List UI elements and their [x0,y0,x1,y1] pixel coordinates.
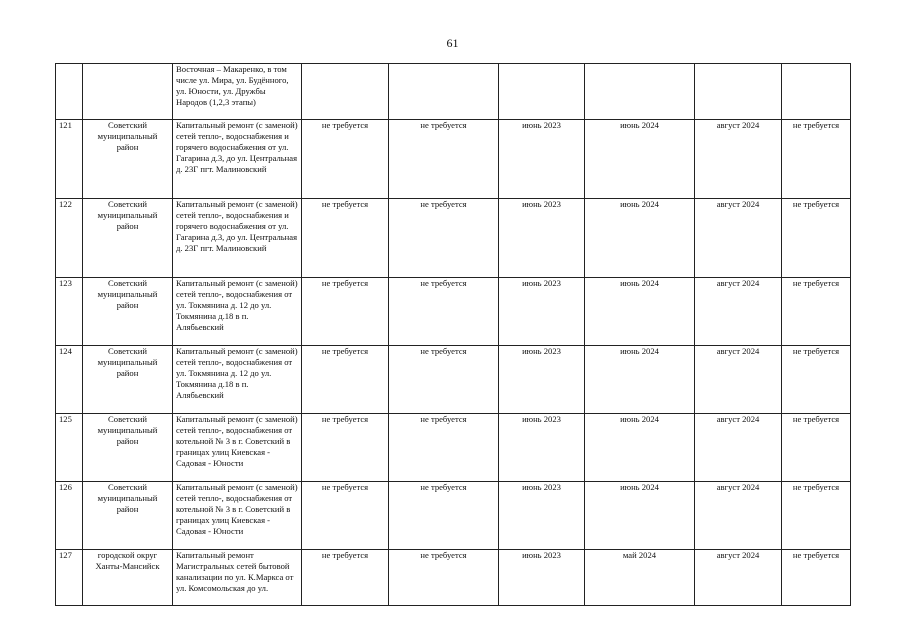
approval-cell: не требуется [302,414,389,482]
table-row [56,278,851,346]
expertise-cell: не требуется [389,414,499,482]
commissioning-cell: август 2024 [695,278,782,346]
row-number-cell: 123 [56,278,83,346]
start-date-cell: июнь 2023 [499,120,585,199]
end-date-cell: июнь 2024 [585,482,695,550]
description-cell [173,550,302,606]
approval-cell: не требуется [302,550,389,606]
end-date-cell: май 2024 [585,550,695,606]
description-text: Капитальный ремонт (с заменой) сетей тепло-, водоснабжения от котельной № 3 в г. Советский в границах улиц Киевская - Садовая - Юности [176,482,298,537]
start-date-cell: июнь 2023 [499,346,585,414]
description-text: Капитальный ремонт (с заменой) сетей тепло-, водоснабжения от ул. Токмянина д. 12 до ул. Токмянина д.18 в п. Алябьевский [176,278,298,333]
description-cell [173,199,302,278]
row-number-cell: 122 [56,199,83,278]
start-date-cell: июнь 2023 [499,199,585,278]
approval-cell: не требуется [302,346,389,414]
registration-cell: не требуется [782,346,851,414]
start-date-cell: июнь 2023 [499,482,585,550]
approval-cell: не требуется [302,278,389,346]
description-cell [173,120,302,199]
approval-cell: не требуется [302,482,389,550]
table-row [56,550,851,606]
row-number-cell: 121 [56,120,83,199]
registration-cell: не требуется [782,199,851,278]
value-cell [389,64,499,120]
description-text: Восточная – Макаренко, в том числе ул. Мира, ул. Будённого, ул. Юности, ул. Дружбы Народов (1,2,3 этапы) [176,64,289,108]
description-text: Капитальный ремонт (с заменой) сетей тепло-, водоснабжения от котельной № 3 в г. Советский в границах улиц Киевская - Садовая - Юности [176,414,298,469]
municipality-cell: Советский муниципальный район [83,199,173,278]
description-text: Капитальный ремонт (с заменой) сетей тепло-, водоснабжения и горячего водоснабжения от ул. Гагарина д.3, до ул. Центральная д. 23Г пгт. Малиновский [176,199,298,254]
description-cell [173,64,302,120]
table-row [56,482,851,550]
expertise-cell: не требуется [389,120,499,199]
start-date-cell: июнь 2023 [499,278,585,346]
description-text: Капитальный ремонт (с заменой) сетей тепло-, водоснабжения от ул. Токмянина д. 12 до ул. Токмянина д.18 в п. Алябьевский [176,346,298,401]
commissioning-cell: август 2024 [695,199,782,278]
table-row [56,120,851,199]
end-date-cell: июнь 2024 [585,278,695,346]
registration-cell: не требуется [782,550,851,606]
expertise-cell: не требуется [389,550,499,606]
description-cell [173,278,302,346]
end-date-cell: июнь 2024 [585,120,695,199]
registration-cell: не требуется [782,278,851,346]
row-number-cell [56,64,83,120]
municipality-cell [83,64,173,120]
end-date-cell: июнь 2024 [585,199,695,278]
municipality-cell: Советский муниципальный район [83,346,173,414]
table-row [56,414,851,482]
registration-cell: не требуется [782,414,851,482]
approval-cell: не требуется [302,120,389,199]
start-date-cell: июнь 2023 [499,414,585,482]
value-cell [695,64,782,120]
registration-cell: не требуется [782,120,851,199]
commissioning-cell: август 2024 [695,120,782,199]
row-number-cell: 127 [56,550,83,606]
municipality-cell: Советский муниципальный район [83,414,173,482]
table-body [56,64,851,606]
registration-cell: не требуется [782,482,851,550]
expertise-cell: не требуется [389,346,499,414]
description-text: Капитальный ремонт (с заменой) сетей тепло-, водоснабжения и горячего водоснабжения от ул. Гагарина д.3, до ул. Центральная д. 23Г пгт. Малиновский [176,120,298,175]
value-cell [782,64,851,120]
table-row-continued [56,64,851,120]
value-cell [302,64,389,120]
row-number-cell: 125 [56,414,83,482]
expertise-cell: не требуется [389,482,499,550]
page-number: 61 [446,36,459,50]
commissioning-cell: август 2024 [695,550,782,606]
description-text: Капитальный ремонт Магистральных сетей бытовой канализации по ул. К.Маркса от ул. Комсомольская до ул. [176,550,294,594]
value-cell [585,64,695,120]
description-cell [173,414,302,482]
municipality-cell: Советский муниципальный район [83,482,173,550]
start-date-cell: июнь 2023 [499,550,585,606]
row-number-cell: 124 [56,346,83,414]
description-cell [173,482,302,550]
table-row [56,346,851,414]
commissioning-cell: август 2024 [695,414,782,482]
row-number-cell: 126 [56,482,83,550]
expertise-cell: не требуется [389,278,499,346]
description-cell [173,346,302,414]
approval-cell: не требуется [302,199,389,278]
schedule-table [55,63,851,606]
municipality-cell: Советский муниципальный район [83,120,173,199]
expertise-cell: не требуется [389,199,499,278]
municipality-cell: Советский муниципальный район [83,278,173,346]
commissioning-cell: август 2024 [695,346,782,414]
end-date-cell: июнь 2024 [585,414,695,482]
commissioning-cell: август 2024 [695,482,782,550]
municipality-cell: городской округ Ханты-Мансийск [83,550,173,606]
value-cell [499,64,585,120]
table-row [56,199,851,278]
end-date-cell: июнь 2024 [585,346,695,414]
